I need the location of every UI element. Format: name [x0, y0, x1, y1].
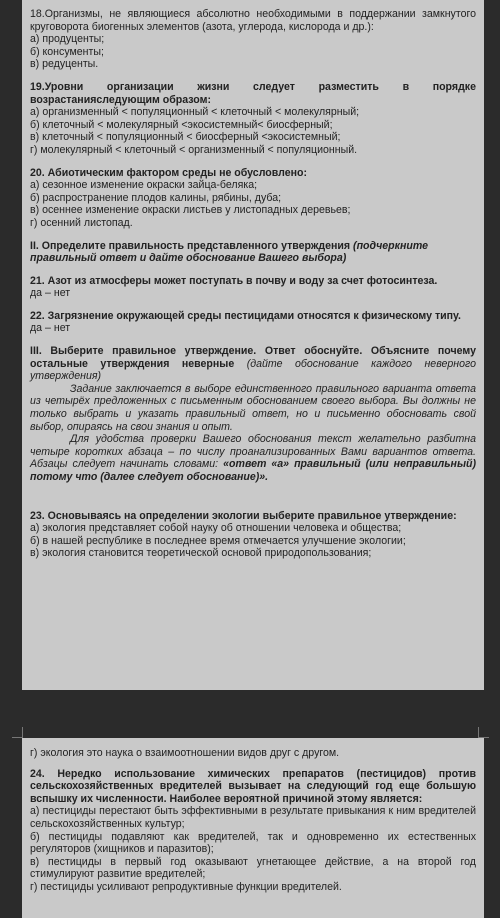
question-19-title: 19.Уровни организации жизни следует разместить в порядке возрастанияследующим образом:	[30, 80, 476, 106]
option: в) экология становится теоретической основой природопользования;	[30, 547, 372, 560]
question-23	[30, 510, 476, 560]
option: г) молекулярный < клеточный < организменный < популяционный.	[30, 143, 358, 156]
section-3	[30, 345, 476, 484]
question-18	[30, 8, 476, 71]
question-18-title: 18.Организмы, не являющиеся абсолютно необходимыми в поддержании замкнутого круговорота биогенных элементов (азота, углерода, кислорода и др.):	[30, 8, 476, 33]
option: б) распространение плодов калины, рябины, дуба;	[30, 191, 282, 204]
question-22-answer: да – нет	[30, 322, 71, 335]
question-19	[30, 81, 476, 157]
option: в) клеточный < популяционный < биосферный <экосистемный;	[30, 131, 341, 144]
question-22	[30, 310, 476, 335]
option: в) редуценты.	[30, 58, 99, 71]
question-20-title: 20. Абиотическим фактором среды не обусловлено:	[30, 166, 308, 179]
section-2-heading	[30, 240, 476, 265]
option: а) сезонное изменение окраски зайца-беляка;	[30, 179, 258, 192]
section-3-instructions: Задание заключается в выборе единственного правильного варианта ответа из четырёх предложенных с письменным обоснованием своего выбора. Вы должны не только выбрать и указать правильный ответ, но и письменно обосновать свой выбор, опираясь на свои знания и опыт.	[30, 382, 476, 433]
question-23-title: 23. Основываясь на определении экологии выберите правильное утверждение:	[30, 509, 457, 522]
option: б) пестициды подавляют как вредителей, так и одновременно их естественных регуляторов (хищников и паразитов);	[30, 830, 476, 856]
option: б) в нашей республике в последнее время отмечается улучшение экологии;	[30, 534, 406, 547]
question-23-continued	[30, 747, 476, 760]
document-page-2	[22, 738, 484, 918]
section-3-note: (дайте обоснование каждого неверного утверждения)	[30, 357, 476, 383]
question-21-title: 21. Азот из атмосферы может поступать в почву и воду за счет фотосинтеза.	[30, 274, 438, 287]
question-22-title: 22. Загрязнение окружающей среды пестицидами относятся к физическому типу.	[30, 309, 461, 322]
question-24	[30, 768, 476, 894]
question-24-title: 24. Нередко использование химических препаратов (пестицидов) против сельскохозяйственных вредителей вызывает на следующий год еще большую вспышку их численности. Наиболее вероятной причиной этому является:	[30, 767, 476, 805]
option: а) продуценты;	[30, 33, 105, 46]
option: в) осеннее изменение окраски листьев у листопадных деревьев;	[30, 204, 351, 217]
section-3-title: III. Выберите правильное утверждение. Ответ обоснуйте. Объясните почему остальные утверждения неверные	[30, 345, 476, 370]
option: а) пестициды перестают быть эффективными в результате привыкания к ним вредителей сельскохозяйственных культур;	[30, 805, 476, 830]
option: г) осенний листопад.	[30, 216, 133, 229]
option: б) клеточный < молекулярный <экосистемный< биосферный;	[30, 118, 333, 131]
page-corner-mark	[12, 727, 23, 738]
option: а) организменный < популяционный < клеточный < молекулярный;	[30, 106, 360, 119]
question-20	[30, 167, 476, 230]
option: в) пестициды в первый год оказывают угнетающее действие, а на второй год стимулируют развитие вредителей;	[30, 855, 476, 881]
document-page-1	[22, 0, 484, 690]
section-3-format-example: «ответ «а» правильный (или неправильный) потому что (далее следует обоснование)».	[30, 458, 477, 483]
question-21	[30, 275, 476, 300]
option: а) экология представляет собой науку об отношении человека и общества;	[30, 522, 402, 535]
option: г) экология это наука о взаимоотношении видов друг с другом.	[30, 747, 340, 759]
section-3-format-hint: Для удобства проверки Вашего обоснования текст желательно разбитна четыре коротких абзаца – по числу проанализированных Вами вариантов ответа. Абзацы следует начинать словами:	[30, 433, 476, 471]
option: г) пестициды усиливают репродуктивные функции вредителей.	[30, 880, 342, 893]
question-21-answer: да – нет	[30, 287, 71, 300]
option: б) консументы;	[30, 45, 104, 58]
section-2-note: (подчеркните правильный ответ и дайте обоснование Вашего выбора)	[30, 239, 429, 265]
section-2-title: II. Определите правильность представленного утверждения	[30, 239, 351, 252]
page-corner-mark	[478, 727, 489, 738]
